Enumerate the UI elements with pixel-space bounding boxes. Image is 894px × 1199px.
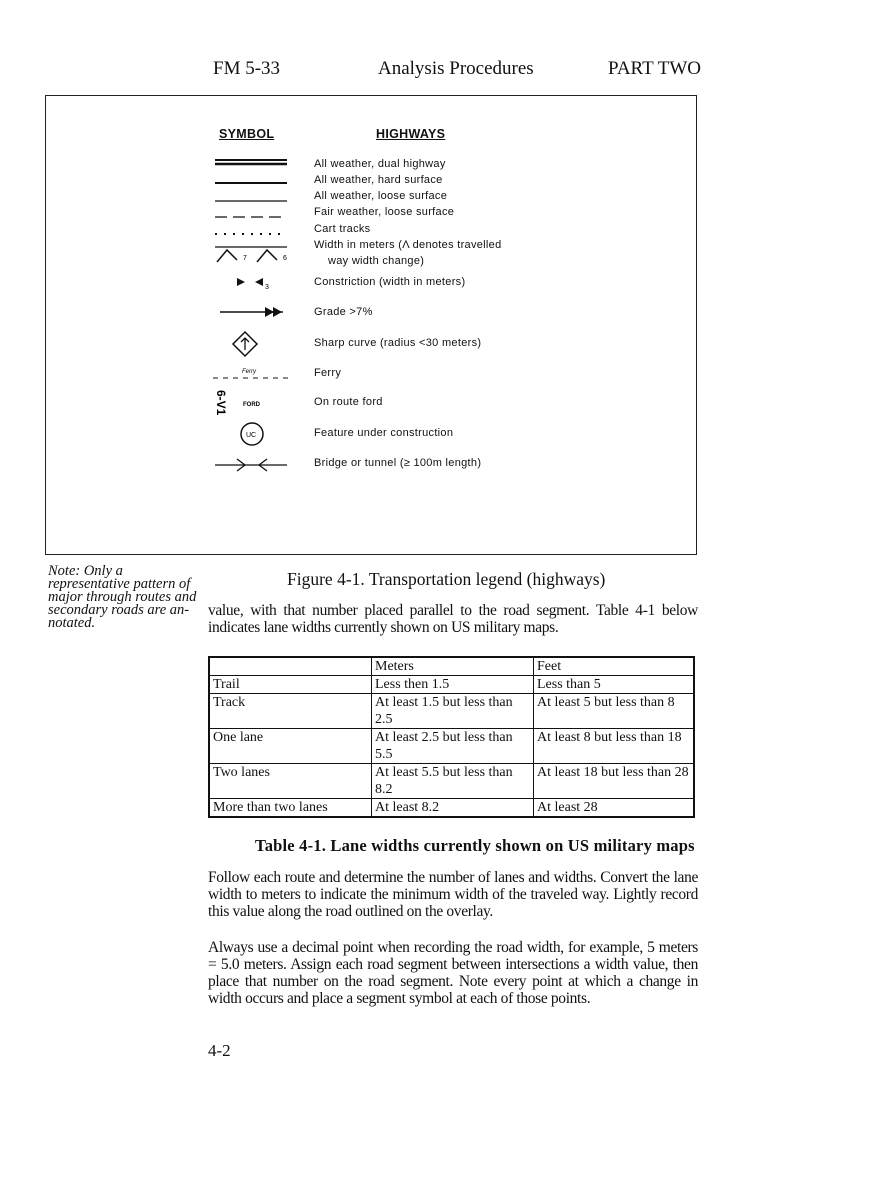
legend-label-ford: On route ford <box>314 396 383 408</box>
ferry-symbol-text: Ferry <box>242 369 256 375</box>
legend-label-ferry: Ferry <box>314 367 342 379</box>
legend-label-bridge-tunnel: Bridge or tunnel (≥ 100m length) <box>314 457 482 469</box>
width-marker-text-2: 6 <box>283 255 287 262</box>
table-cell: At least 28 <box>534 799 695 818</box>
table-cell: At least 18 but less than 28 <box>534 764 695 799</box>
table-row <box>209 764 694 799</box>
table-cell: Track <box>209 694 372 729</box>
table-header-cell: Feet <box>534 657 695 676</box>
width-marker-text-1: 7 <box>243 255 247 262</box>
legend-label-grade: Grade >7% <box>314 306 373 318</box>
side-note: Note: Only a representative pattern of major through routes and secondary roads are an-notated. <box>48 563 197 631</box>
table-header-cell <box>209 657 372 676</box>
table-header-cell: Meters <box>372 657 534 676</box>
legend-label-under-construction: Feature under construction <box>314 427 454 439</box>
table-row <box>209 694 694 729</box>
legend-label-width-line2: way width change) <box>328 255 425 267</box>
header-section-title: Analysis Procedures <box>378 58 534 79</box>
sharp-curve-icon <box>205 329 300 359</box>
ford-icon <box>205 384 300 424</box>
width-marker-icon <box>205 240 300 266</box>
table-cell: At least 5.5 but less than 8.2 <box>372 764 534 799</box>
table-row <box>209 799 694 818</box>
legend-label-loose-surface: All weather, loose surface <box>314 190 448 202</box>
constriction-width-text: 3 <box>265 284 269 291</box>
bridge-tunnel-icon <box>205 452 300 478</box>
table-cell: Less than 5 <box>534 676 695 694</box>
table-cell: At least 5 but less than 8 <box>534 694 695 729</box>
table-cell: More than two lanes <box>209 799 372 818</box>
legend-label-dual-highway: All weather, dual highway <box>314 158 446 170</box>
table-cell: Trail <box>209 676 372 694</box>
table-row <box>209 676 694 694</box>
legend-label-sharp-curve: Sharp curve (radius <30 meters) <box>314 337 482 349</box>
table-cell: At least 8.2 <box>372 799 534 818</box>
legend-label-fair-weather: Fair weather, loose surface <box>314 206 455 218</box>
table-cell: At least 8 but less than 18 <box>534 729 695 764</box>
table-caption: Table 4-1. Lane widths currently shown on US military maps <box>255 836 695 855</box>
legend-label-width <box>314 237 502 269</box>
legend-label-width-line1: Width in meters (Λ denotes travelled <box>314 239 502 251</box>
table-cell: At least 1.5 but less than 2.5 <box>372 694 534 729</box>
legend-label-constriction: Constriction (width in meters) <box>314 276 466 288</box>
header-part: PART TWO <box>608 58 702 79</box>
ford-vertical-text: 6-V1 <box>214 390 228 416</box>
grade-arrow-icon <box>205 299 300 325</box>
body-paragraph-2: Follow each route and determine the number of lanes and widths. Convert the lane width to meters to indicate the minimum width of the traveled way. Lightly record this value along the road outlined on the overlay. <box>208 869 698 920</box>
lane-widths-table <box>208 656 695 818</box>
header-document-id: FM 5-33 <box>213 58 281 79</box>
body-paragraph-3: Always use a decimal point when recording the road width, for example, 5 meters = 5.0 meters. Assign each road segment between intersections a width value, then place that number on the road segment. Note every point at which a change in width occurs and place a segment symbol at each of those points. <box>208 939 698 1007</box>
table-cell: Less then 1.5 <box>372 676 534 694</box>
table-header-row <box>209 657 694 676</box>
constriction-icon <box>205 269 300 295</box>
under-construction-icon <box>205 419 300 449</box>
table-row <box>209 729 694 764</box>
under-construction-text: UC <box>246 432 257 439</box>
figure-caption: Figure 4-1. Transportation legend (highways) <box>287 569 606 589</box>
legend-label-cart-tracks: Cart tracks <box>314 223 371 235</box>
page-number: 4-2 <box>208 1041 231 1060</box>
ford-symbol-text: FORD <box>243 402 260 408</box>
body-paragraph-1: value, with that number placed parallel to the road segment. Table 4-1 below indicates lane widths currently shown on US military maps. <box>208 602 698 636</box>
table-cell: At least 2.5 but less than 5.5 <box>372 729 534 764</box>
table-cell: One lane <box>209 729 372 764</box>
legend-highways-heading: HIGHWAYS <box>376 127 446 141</box>
table-cell: Two lanes <box>209 764 372 799</box>
legend-label-hard-surface: All weather, hard surface <box>314 174 443 186</box>
legend-symbol-heading: SYMBOL <box>219 127 275 141</box>
